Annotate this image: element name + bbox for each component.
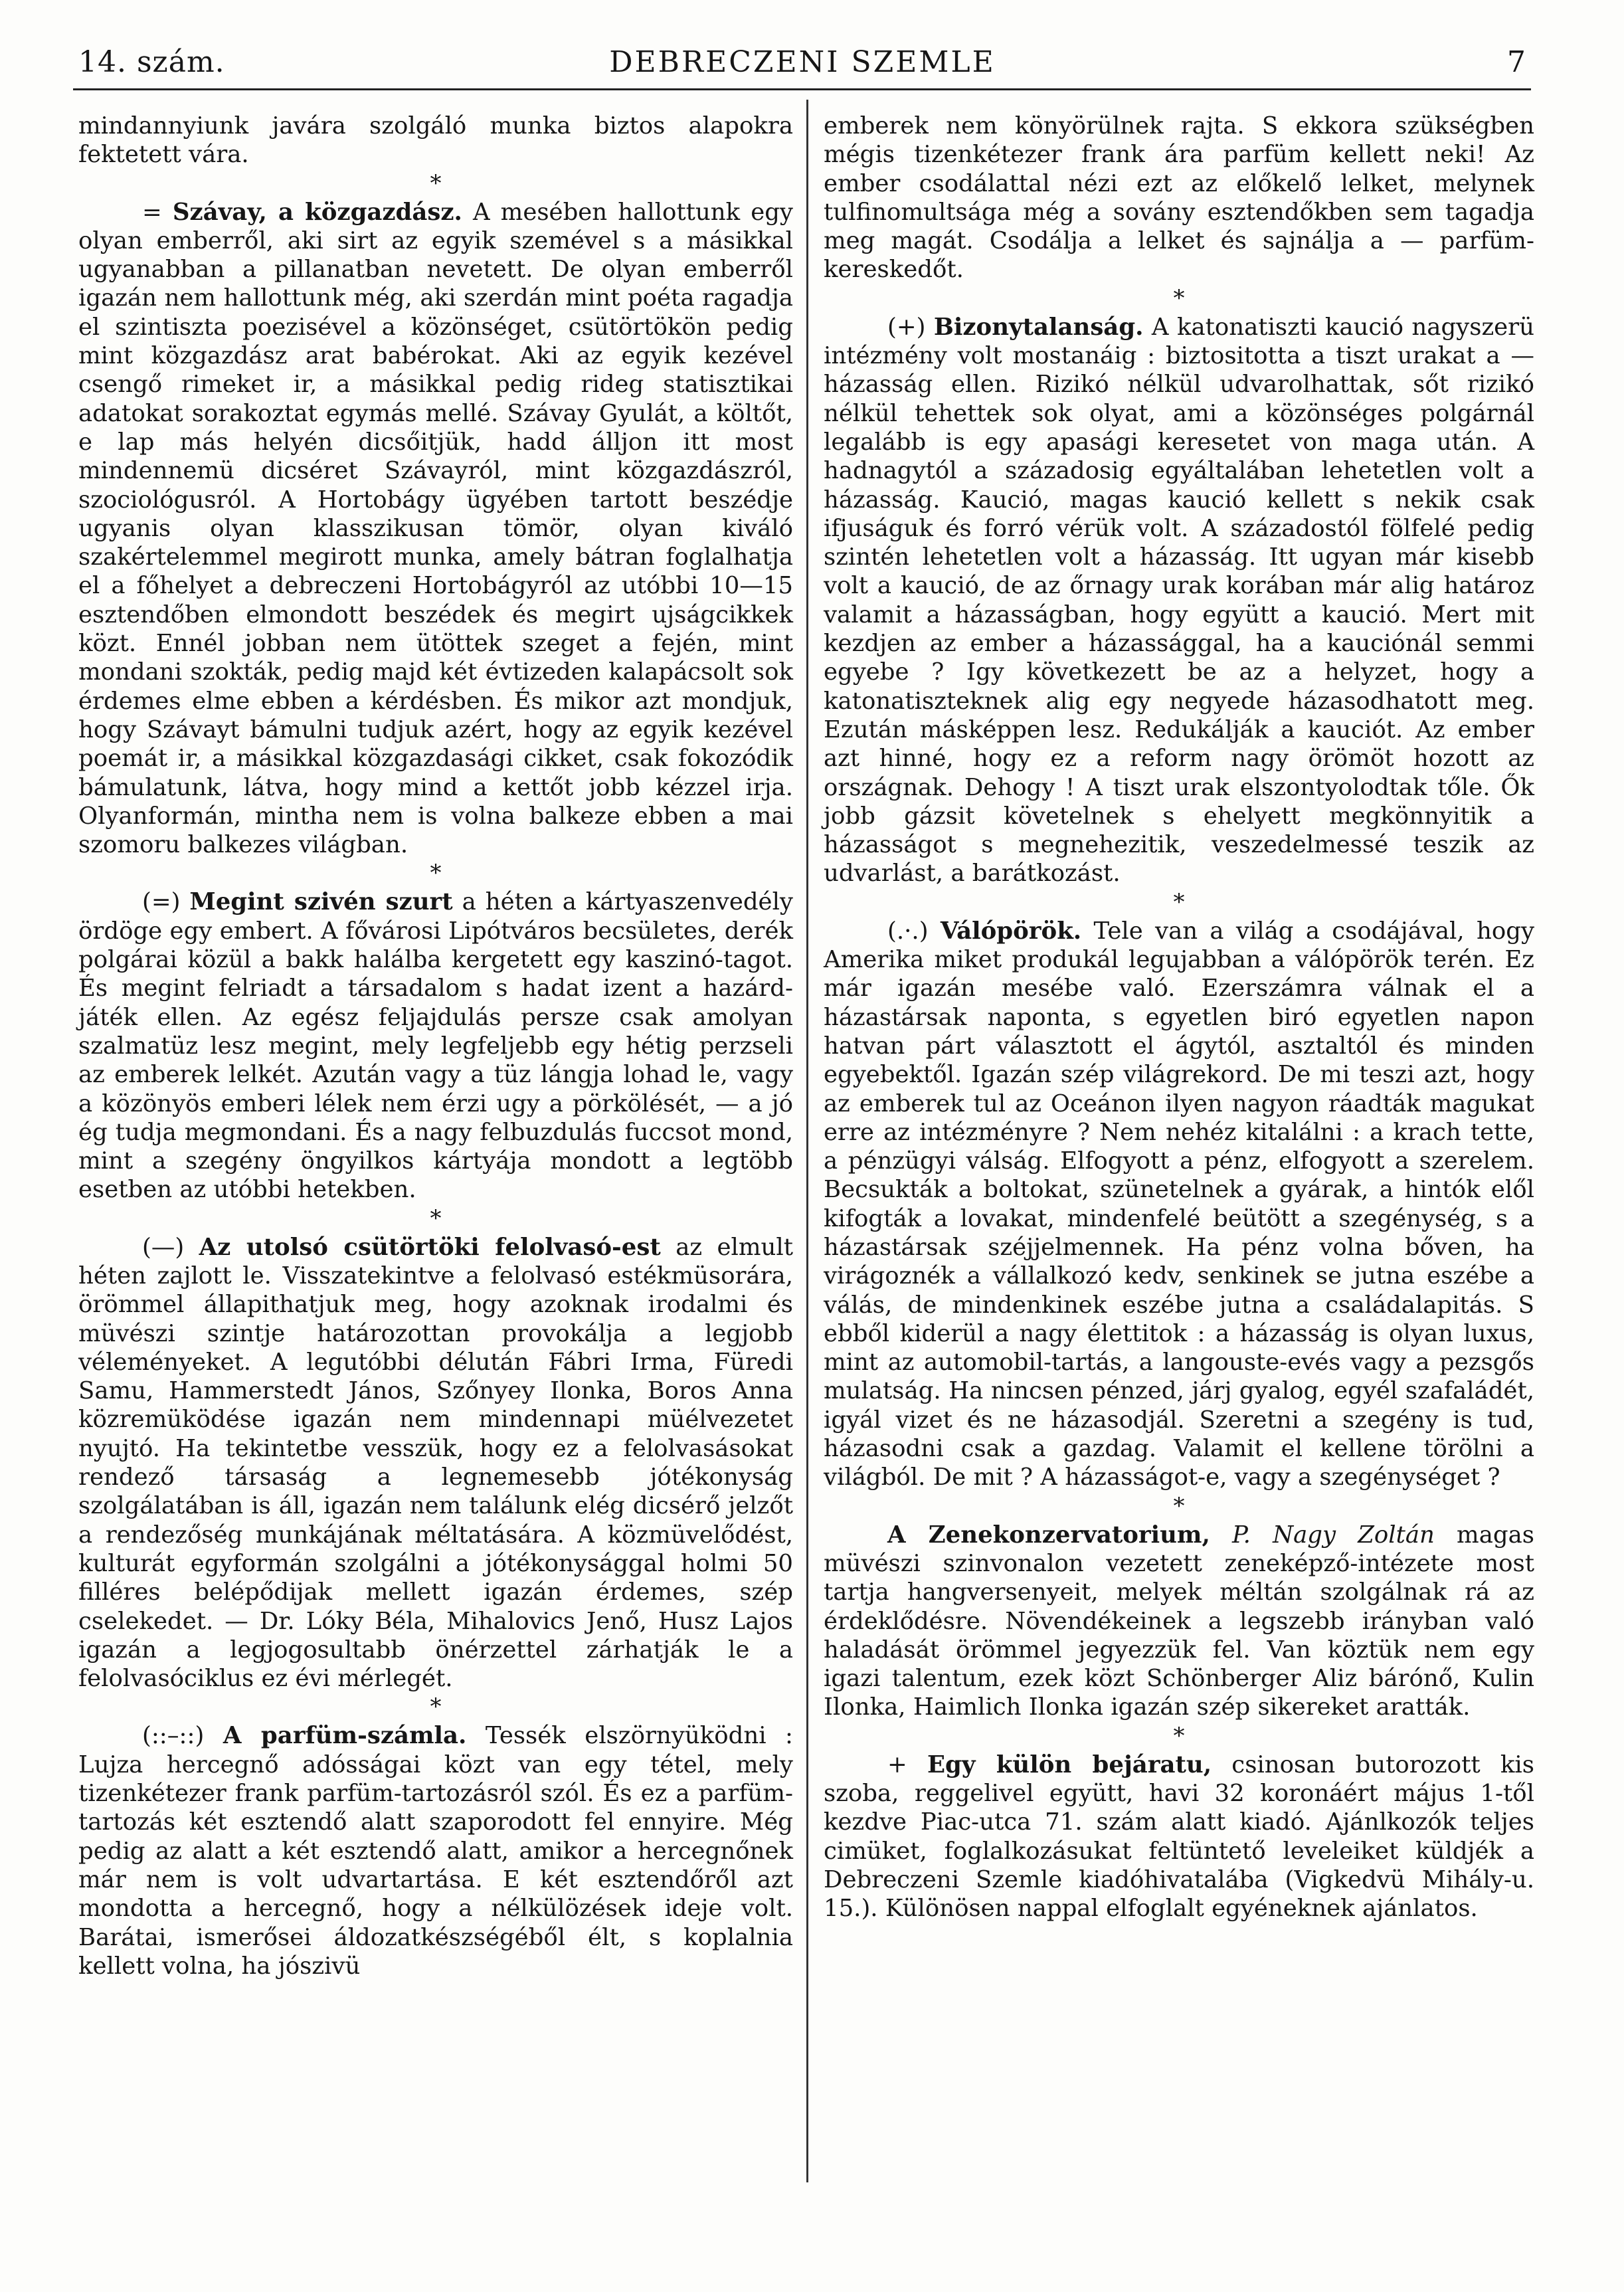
article-felolvaso	[78, 1233, 793, 1693]
article-title: Válópörök.	[940, 917, 1082, 945]
article-valoporok	[824, 917, 1534, 1492]
issue-number: 14. szám.	[78, 45, 225, 79]
article-title: Megint szivén szurt	[189, 888, 453, 916]
column-divider	[806, 100, 808, 2182]
continued-paragraph: emberek nem könyörülnek rajta. S ekkora szükségben mégis tizenkétezer frank ára parfüm kellett neki! Az ember csodálattal nézi ezt az előkelő lelket, melynek tulfinomultsága még a sovány esztendőkben sem tagadja meg magát. Csodálja a lelket és sajnálja a — parfüm-kereskedőt.	[824, 112, 1534, 284]
section-separator: *	[1173, 1722, 1185, 1749]
article-mark: +	[887, 1751, 927, 1778]
article-title: A parfüm-számla.	[223, 1722, 467, 1750]
article-mark: (—)	[142, 1233, 199, 1261]
article-bizonytalansag	[824, 313, 1534, 888]
section-separator: *	[430, 1693, 442, 1721]
article-szavay	[78, 198, 793, 860]
article-body: az elmult héten zajlott le. Visszatekintve a felolvasó estékmüsorára, örömmel állapithatjuk meg, hogy azoknak irodalmi és müvészi szintje határozottan provokálja a legjobb véleményeket. A legutóbbi délután Fábri Irma, Füredi Samu, Hammerstedt János, Szőnyey Ilonka, Boros Anna közremüködése igazán nem mindennapi müélvezetet nyujtó. Ha tekintetbe vesszük, hogy ez a felolvasásokat rendező társaság a legnemesebb jótékonyság szolgálatában is áll, igazán nem találunk elég dicsérő jelzőt a rendezőség munkájának méltatására. A közmüvelődést, kulturát egyformán szolgálni a jótékonysággal holmi 50 filléres belépődijak mellett igazán érdemes, szép cselekedet. — Dr. Lóky Béla, Mihalovics Jenő, Husz Lajos igazán a legjogosultabb önérzettel zárhatják le a felolvasóciklus ez évi mérlegét.	[78, 1233, 794, 1693]
article-title: Szávay, a közgazdász.	[172, 198, 462, 226]
article-body: magas müvészi szinvonalon vezetett zeneképző-intézete most tartja hangversenyeit, melyek méltán szolgálnak rá az érdeklődésre. Növendékeinek a legszebb irányban való haladását örömmel jegyezzük fel. Van köztük nem egy igazi talentum, ezek közt Schönberger Aliz bárónő, Kulin Ilonka, Haimlich Ilonka igazán szép sikereket aratták.	[824, 1521, 1534, 1721]
section-separator: *	[430, 860, 442, 887]
page-number: 7	[1507, 45, 1526, 79]
article-parfum	[78, 1721, 793, 1980]
article-title: Az utolsó csütörtöki felolvasó-est	[199, 1233, 661, 1261]
article-mark: =	[142, 198, 173, 226]
article-mark: (::–::)	[142, 1722, 223, 1750]
section-separator: *	[430, 1204, 442, 1232]
article-body: Tessék elszörnyüködni : Lujza hercegnő adósságai közt van egy tétel, mely tizenkétezer frank parfüm-tartozásról szól. És ez a parfüm-tartozás két esztendő alatt szaporodott fel ennyire. Még pedig az alatt a két esztendő alatt, amikor a hercegnőnek már nem is volt udvartartása. E két esztendőről azt mondotta a hercegnő, hogy a nélkülözések ideje volt. Barátai, ismerősei áldozatkészségéből élt, s koplalnia kellett volna, ha jószivü	[78, 1722, 794, 1980]
article-body: Tele van a világ a csodájával, hogy Amerika miket produkál legujabban a válópörök terén. Ez már igazán mesébe való. Ezerszámra válnak el a házastársak naponta, s egyetlen biró egyetlen napon hatvan párt választott el ágytól, asztaltól és minden egyebektől. Igazán szép világrekord. De mi teszi azt, hogy az emberek tul az Oceánon ilyen nagyon ráadták magukat erre az intézményre ? Nem nehéz kitalálni : a krach tette, a pénzügyi válság. Elfogyott a pénz, elfogyott a szerelem. Becsukták a boltokat, szünetelnek a gyárak, a hintók elől kifogták a lovakat, mindenfelé beütött a szegénység, s a házastársak széjjelmennek. Ha pénz volna bőven, ha virágoznék a vállalkozó kedv, senkinek se jutna eszébe a válás, de mindenkinek eszébe jutna a családalapitás. S ebből kiderül a nagy élettitok : a házasság is olyan luxus, mint az automobil-tartás, a langouste-evés vagy a pezsgős mulatság. Ha nincsen pénzed, járj gyalog, egyél szafaládét, igyál vizet és ne házasodjál. Szeretni a szegény is tud, házasodni csak a gazdag. Valamit el kellene törölni a világból. De mit ? A házasságot-e, vagy a szegénységet ?	[824, 917, 1534, 1491]
article-mark: (.·.)	[887, 917, 941, 945]
article-body: A mesében hallottunk egy olyan emberről, aki sirt az egyik szemével s a másikkal ugyanabban a pillanatban nevetett. De olyan emberről igazán nem hallottunk még, aki szerdán mint poéta ragadja el szintiszta poezisével a közönséget, csütörtökön pedig mint közgazdász arat babérokat. Aki az egyik kezével csengő rimeket ir, a másikkal pedig rideg statisztikai adatokat sorakoztat egymás mellé. Szávay Gyulát, a költőt, e lap más helyén dicsőitjük, hadd álljon itt most mindennemü dicséret Szávayról, mint közgazdászról, szociológusról. A Hortobágy ügyében tartott beszédje ugyanis olyan klasszikusan tömör, olyan kiváló szakértelemmel megirott munka, amely bátran foglalhatja el a főhelyet a debreczeni Hortobágyról az utóbbi 10—15 esztendőben elmondott beszédek és megirt ujságcikkek közt. Ennél jobban nem ütöttek szeget a fején, mint mondani szokták, pedig majd két évtizeden kalapácsolt sok érdemes elme ebben a kérdésben. És mikor azt mondjuk, hogy Szávayt bámulni tudjuk azért, hogy az egyik kezével poemát ir, a másikkal közgazdasági cikket, csak fokozódik bámulatunk, látva, hogy mind a kettőt jobb kézzel irja. Olyanformán, mintha nem is volna balkeze ebben a mai szomoru balkezes világban.	[78, 198, 793, 859]
article-body: csinosan butorozott kis szoba, reggelivel együtt, havi 32 koronáért május 1-től kezdve Piac-utca 71. szám alatt kiadó. Ajánlkozók teljes cimüket, foglalkozásukat feltüntető leveleiket küldjék a Debreczeni Szemle kiadóhivatalába (Vigkedvü Mihály-u. 15.). Különösen nappal elfoglalt egyéneknek ajánlatos.	[824, 1751, 1534, 1923]
article-body: A katonatiszti kaució nagyszerü intézmény volt mostanáig : biztositotta a tiszt urakat a — házasság ellen. Rizikó nélkül udvarolhattak, sőt rizikó nélkül tehettek sok olyat, ami a közönséges polgárnál legalább is egy apasági keresetet von maga után. A hadnagytól a századosig egyáltalában lehetetlen volt a házasság. Kaució, magas kaució kellett s nekik csak ifjuságuk és forró vérük volt. A századostól fölfelé pedig szintén lehetetlen volt a házasság. Itt ugyan már kisebb volt a kaució, de az őrnagy urak korában már alig határoz valamit a házasságban, hogy együtt a kaució. Mert mit kezdjen az ember a házassággal, ha a kauciónál semmi egyebe ? Igy következett be az a helyzet, hogy a katonatiszteknek alig egy negyede házasodhatott meg. Ezután másképpen lesz. Redukálják a kauciót. Az ember azt hinné, hogy ez a reform nagy örömöt hozott az országnak. Dehogy ! A tiszt urak elszontyolodtak tőle. Ők jobb gázsit követelnek s ehelyett megkönnyitik a házasságot s megnehezitik, veszedelmessé teszik az udvarlást, a barátkozást.	[824, 313, 1534, 888]
intro-paragraph: mindannyiunk javára szolgáló munka biztos alapokra fektetett vára.	[78, 112, 793, 169]
header-rule	[73, 88, 1531, 90]
section-separator: *	[1173, 1492, 1185, 1519]
section-separator: *	[1173, 888, 1185, 915]
article-zenekonzervatorium	[824, 1521, 1534, 1722]
article-mark: (=)	[142, 888, 190, 916]
article-title: A Zenekonzervatorium,	[887, 1521, 1210, 1549]
section-separator: *	[430, 169, 442, 197]
right-column	[824, 112, 1534, 1923]
article-title: Egy külön bejáratu,	[927, 1751, 1212, 1778]
journal-title: DEBRECZENI SZEMLE	[609, 45, 996, 79]
article-mark: (+)	[887, 313, 934, 341]
advert-room	[824, 1751, 1534, 1923]
section-separator: *	[1173, 284, 1185, 312]
page-header	[78, 39, 1526, 85]
article-body: a héten a kártyaszenvedély ördöge egy embert. A fővárosi Lipótváros becsületes, derék polgárai közül a bakk halálba kergetett egy kaszinó-tagot. És megint felriadt a társadalom s hadat izent a hazárd-játék ellen. Az egész feljajdulás persze csak amolyan szalmatüz lesz megint, mely legfeljebb egy hétig perzseli az emberek lelkét. Azután vagy a tüz lángja lohad le, vagy a közönyös emberi lélek nem érzi ugy a pörkölését, — a jó ég tudja megmondani. És a nagy felbuzdulás fuccsot mond, mint a szegény öngyilkos kártyája mondott a legtöbb esetben az utóbbi hetekben.	[78, 888, 793, 1204]
article-kartya	[78, 888, 793, 1204]
director-name: P. Nagy Zoltán	[1210, 1521, 1435, 1549]
article-title: Bizonytalanság.	[933, 313, 1144, 341]
left-column	[78, 112, 793, 1980]
